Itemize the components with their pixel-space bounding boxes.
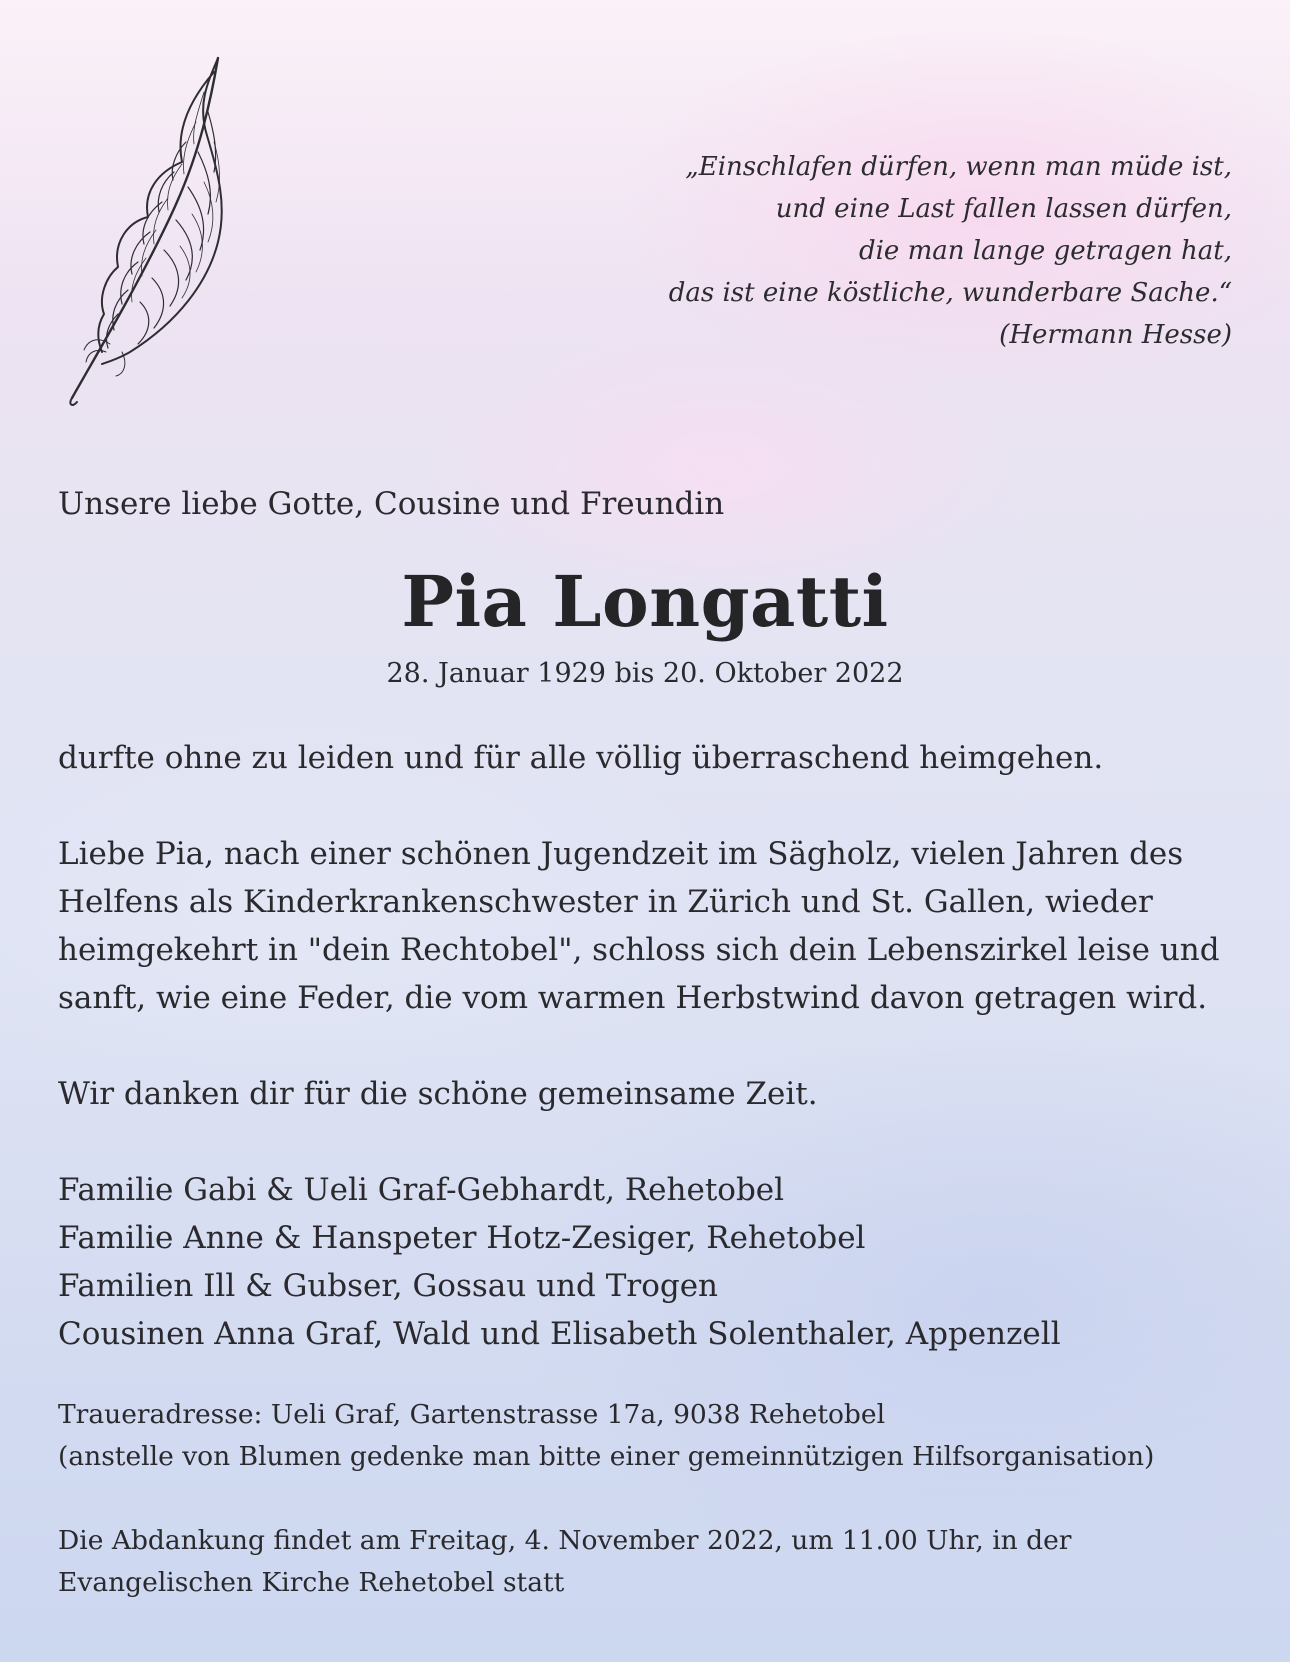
paragraph-line: Liebe Pia, nach einer schönen Jugendzeit im Sägholz, vielen Jahren des [58,836,1184,872]
mourner-entry: Cousinen Anna Graf, Wald und Elisabeth Solenthaler, Appenzell [58,1316,1061,1352]
quote-line: die man lange getragen hat, [858,236,1232,266]
life-dates: 28. Januar 1929 bis 20. Oktober 2022 [386,658,904,689]
mourning-address [58,1394,1238,1478]
quote-line: das ist eine köstliche, wunderbare Sache.“ [668,278,1232,308]
ceremony-line: Evangelischen Kirche Rehetobel statt [58,1567,565,1598]
paragraph-life [58,830,1238,1022]
paragraph-line: sanft, wie eine Feder, die vom warmen Herbstwind davon getragen wird. [58,980,1208,1016]
paragraph-line: Wir danken dir für die schöne gemeinsame Zeit. [58,1076,818,1112]
address-line: Traueradresse: Ueli Graf, Gartenstrasse 17a, 9038 Rehetobel [58,1399,886,1430]
mourner-entry: Familie Gabi & Ueli Graf-Gebhardt, Rehetobel [58,1172,785,1208]
paragraph-line: heimgekehrt in "dein Rechtobel", schloss sich dein Lebenszirkel leise und [58,932,1220,968]
ceremony-info [58,1520,1238,1604]
address-note: (anstelle von Blumen gedenke man bitte einer gemeinnützigen Hilfsorganisation) [58,1441,1155,1472]
mourner-entry: Familie Anne & Hanspeter Hotz-Zesiger, Rehetobel [58,1220,866,1256]
paragraph-line: Helfens als Kinderkrankenschwester in Zürich und St. Gallen, wieder [58,884,1153,920]
paragraph-line: durfte ohne zu leiden und für alle völlig überraschend heimgehen. [58,740,1104,776]
paragraph-thanks [58,1070,1238,1118]
ceremony-line: Die Abdankung findet am Freitag, 4. November 2022, um 11.00 Uhr, in der [58,1525,1072,1556]
quote [592,146,1232,356]
mourners-list [58,1166,1238,1358]
feather-icon [58,52,248,432]
quote-author: (Hermann Hesse) [999,320,1232,350]
deceased-name: Pia Longatti [401,560,889,643]
quote-line: „Einschlafen dürfen, wenn man müde ist, [685,152,1232,182]
intro-text: Unsere liebe Gotte, Cousine und Freundin [58,486,725,522]
mourner-entry: Familien Ill & Gubser, Gossau und Trogen [58,1268,719,1304]
paragraph-passing [58,734,1238,782]
quote-line: und eine Last fallen lassen dürfen, [775,194,1232,224]
